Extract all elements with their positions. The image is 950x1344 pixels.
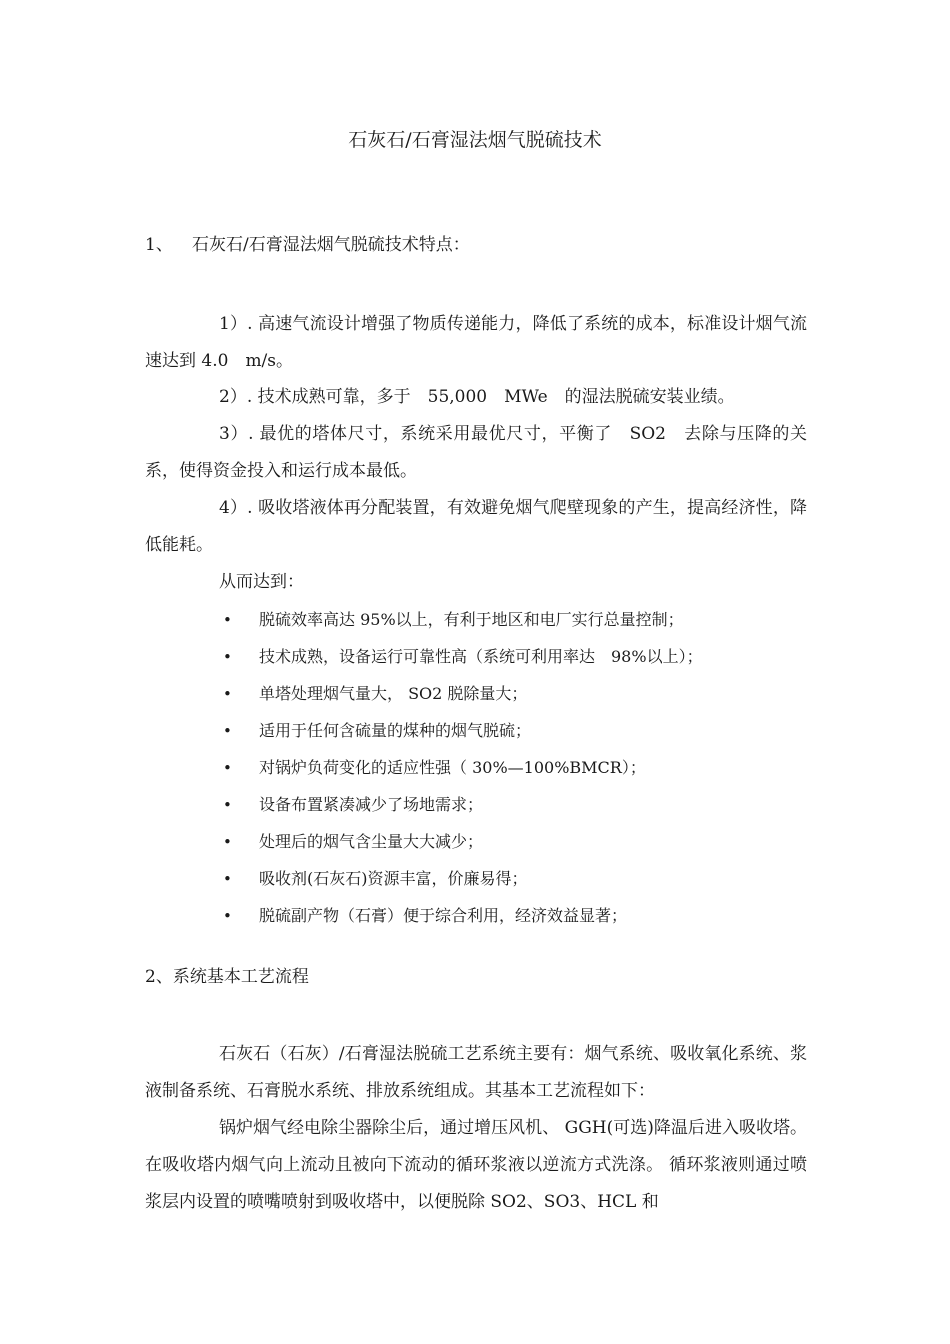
list-item-text: 脱硫副产物（石膏）便于综合利用，经济效益显著； [259,906,628,925]
list-item-text: 技术成熟，设备运行可靠性高（系统可利用率达 98%以上）； [259,647,703,666]
list-item [223,749,703,786]
feature-point-3: 3）. 最优的塔体尺寸，系统采用最优尺寸，平衡了 SO2 去除与压降的关系，使得资金投入和运行成本最低。 [145,424,807,481]
bullet-icon: • [223,648,232,666]
list-item [223,823,703,860]
result-intro: 从而达到： [219,572,304,592]
section-1-heading-text: 石灰石/石膏湿法烟气脱硫技术特点： [192,235,470,255]
bullet-icon: • [223,722,232,740]
list-item-text: 设备布置紧凑减少了场地需求； [259,795,484,814]
feature-point-2: 2）. 技术成熟可靠，多于 55,000 MWe 的湿法脱硫安装业绩。 [219,387,735,407]
bullet-icon: • [223,870,232,888]
section-2-heading: 2、系统基本工艺流程 [145,967,309,987]
list-item [223,675,703,712]
list-item-text: 单塔处理烟气量大， SO2 脱除量大； [259,684,528,703]
feature-point-4: 4）. 吸收塔液体再分配装置，有效避免烟气爬壁现象的产生，提高经济性，降低能耗。 [145,498,807,555]
document-title: 石灰石/石膏湿法烟气脱硫技术 [348,129,602,151]
list-item-text: 吸收剂(石灰石)资源丰富，价廉易得； [259,869,528,888]
bullet-icon: • [223,759,232,777]
bullet-icon: • [223,907,232,925]
section-1-heading [145,232,470,258]
list-item-text: 处理后的烟气含尘量大大减少； [259,832,484,851]
feature-point-1: 1）. 高速气流设计增强了物质传递能力，降低了系统的成本，标准设计烟气流速达到 4.0 m/s。 [145,314,807,371]
list-item-text: 对锅炉负荷变化的适应性强（ 30%—100%BMCR）； [259,758,646,777]
bullet-icon: • [223,685,232,703]
list-item [223,638,703,675]
benefit-list [223,601,703,934]
list-item-text: 脱硫效率高达 95%以上，有利于地区和电厂实行总量控制； [259,610,684,629]
list-item [223,897,703,934]
list-item [223,860,703,897]
process-paragraph-2: 锅炉烟气经电除尘器除尘后，通过增压风机、 GGH(可选)降温后进入吸收塔。在吸收塔内烟气向上流动且被向下流动的循环浆液以逆流方式洗涤。 循环浆液则通过喷浆层内设置的喷嘴喷射到吸收塔中，以便脱除 SO2、SO3、HCL 和 [145,1118,807,1212]
list-item [223,601,703,638]
section-1-number: 1、 [145,235,173,255]
bullet-icon: • [223,611,232,629]
list-item-text: 适用于任何含硫量的煤种的烟气脱硫； [259,721,532,740]
list-item [223,712,703,749]
process-paragraph-1: 石灰石（石灰）/石膏湿法脱硫工艺系统主要有：烟气系统、吸收氧化系统、浆液制备系统、石膏脱水系统、排放系统组成。其基本工艺流程如下： [145,1044,807,1101]
bullet-icon: • [223,833,232,851]
bullet-icon: • [223,796,232,814]
list-item [223,786,703,823]
